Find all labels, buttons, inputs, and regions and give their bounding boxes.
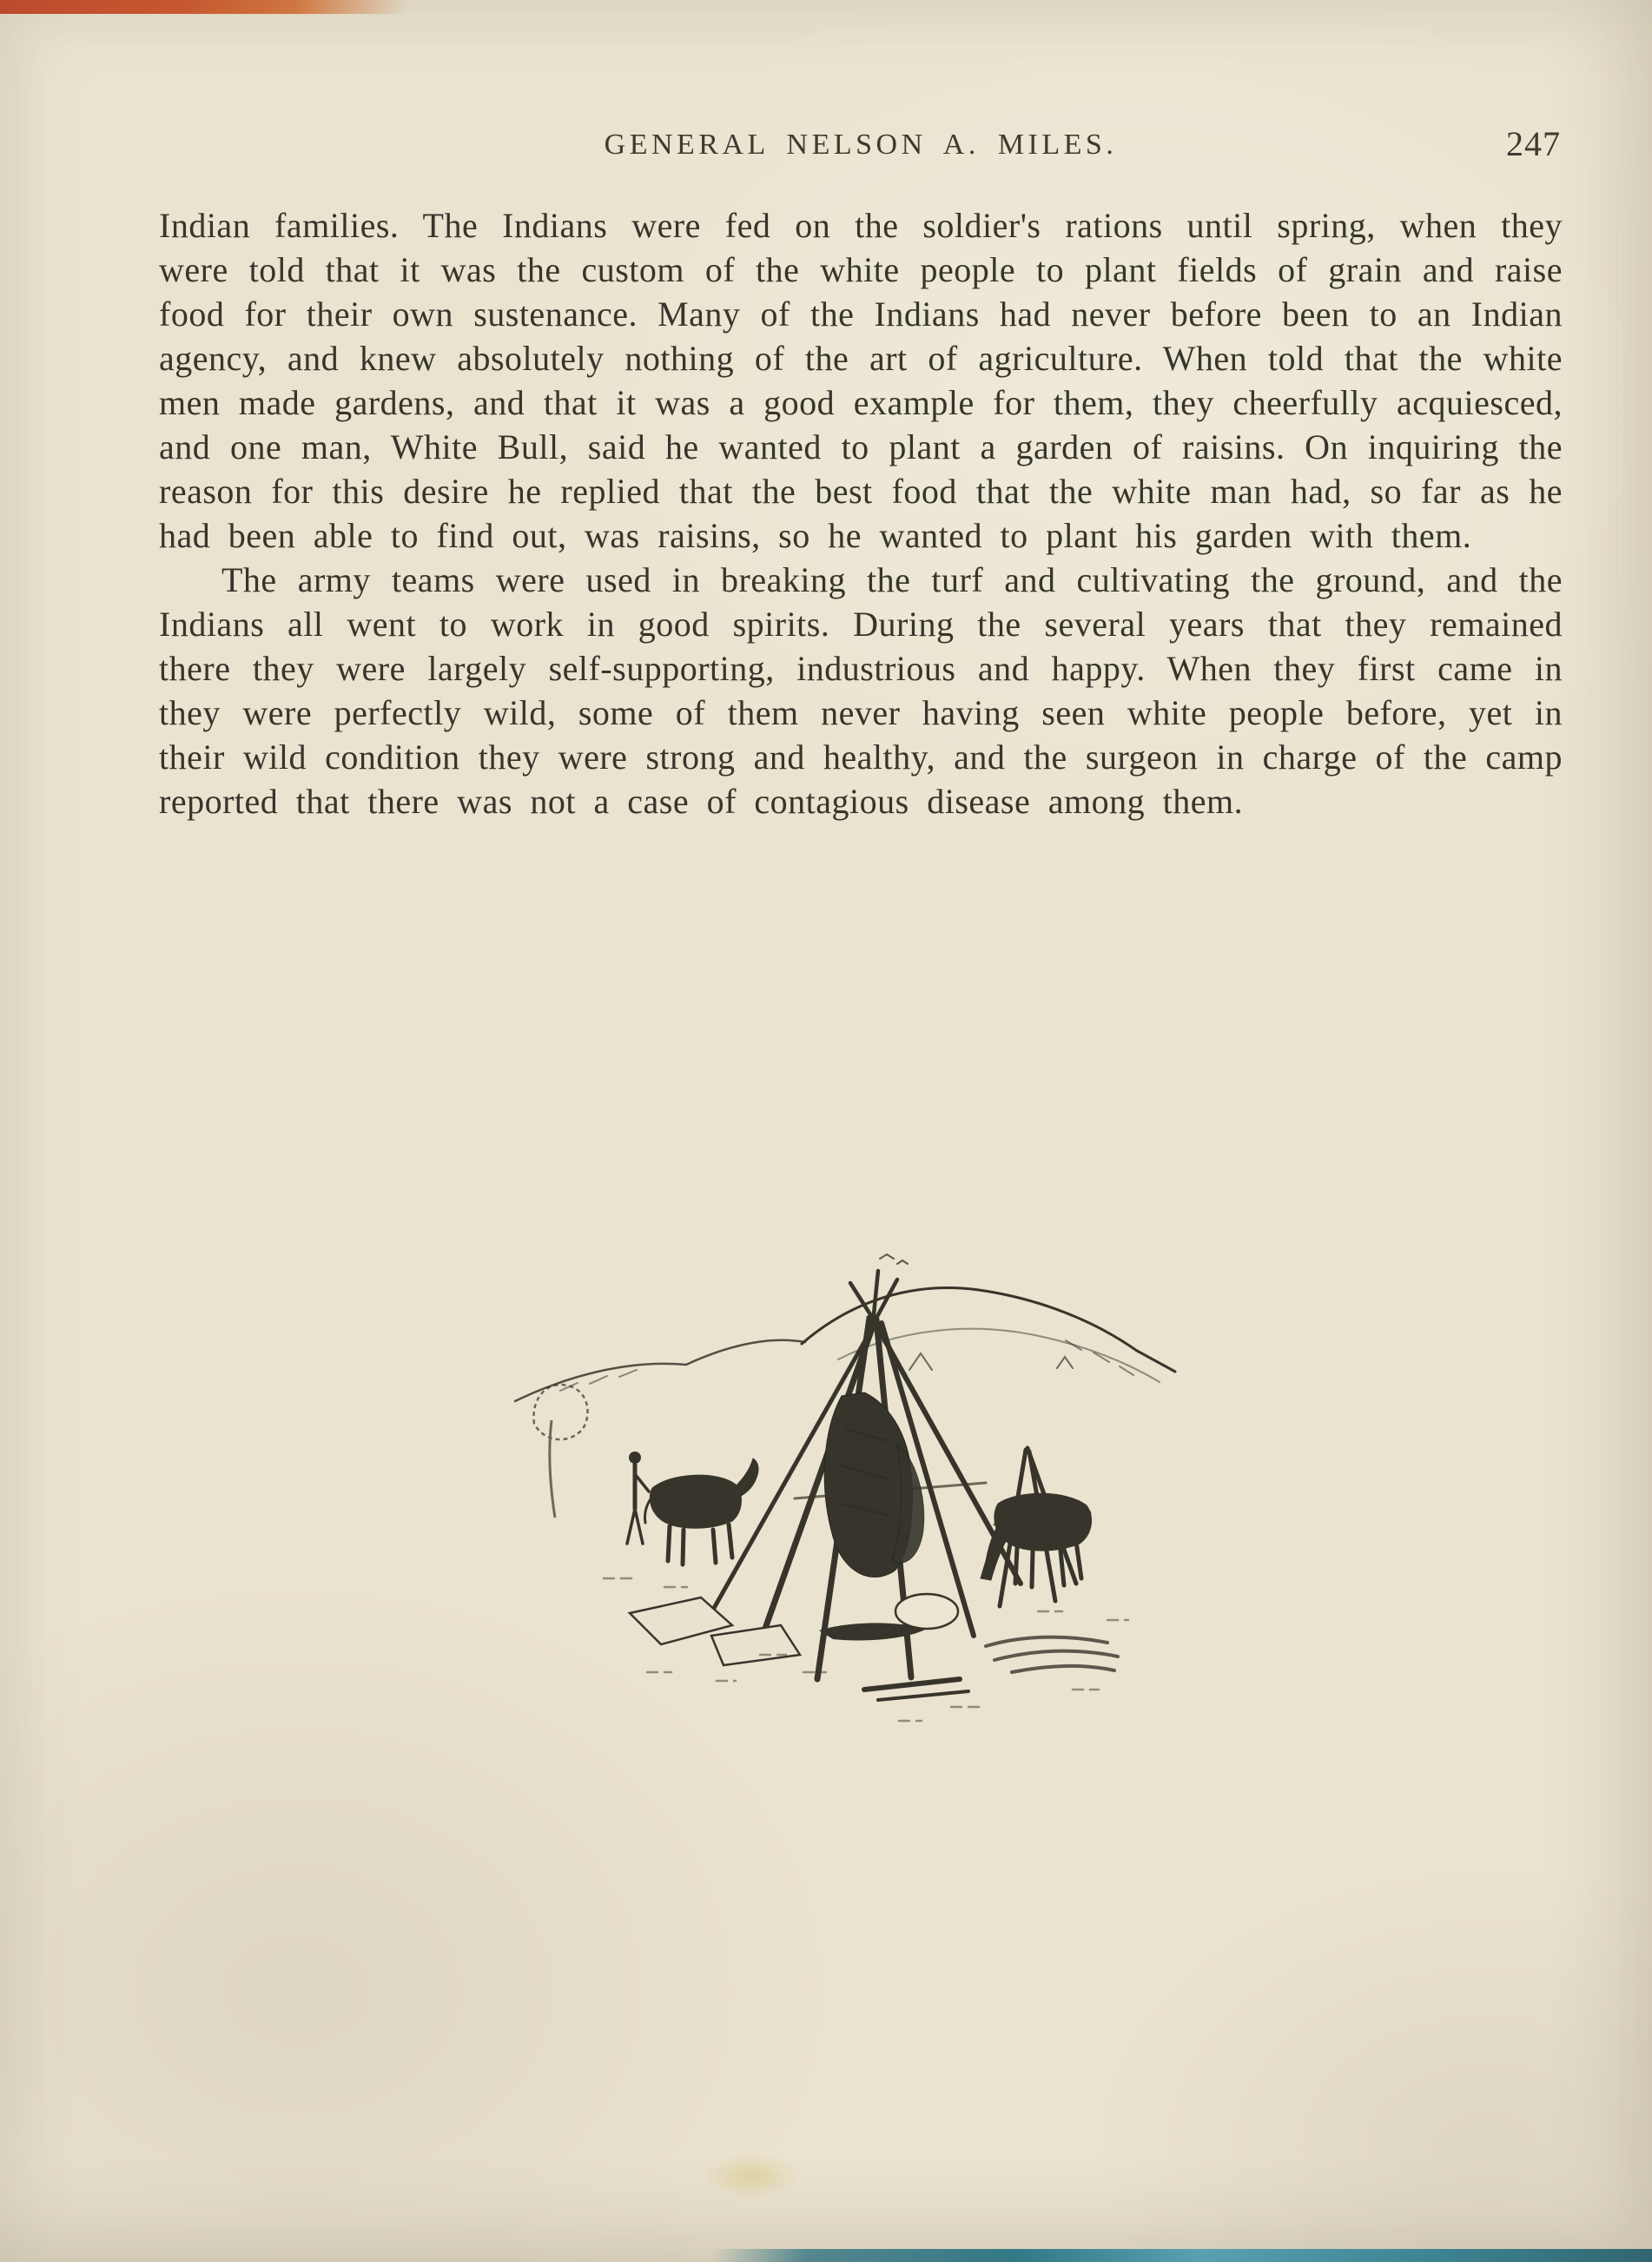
paragraph: The army teams were used in breaking the turf and cultivating the ground, and the Indians all went to work in good spirits. During the several years that they remained there they were largely self-supporting, industrious and happy. When they first came in they were perfectly wild, some of them never having seen white people before, yet in their wild condition they were strong and healthy, and the surgeon in charge of the camp reported that there was not a case of contagious disease among them. — [159, 560, 1563, 821]
scan-stain — [686, 2146, 816, 2206]
right-horse — [981, 1493, 1092, 1587]
scan-edge-bottom — [712, 2249, 1652, 2262]
scan-edge-top — [0, 0, 408, 14]
page-number: 247 — [1506, 124, 1561, 163]
page-header-title: GENERAL NELSON A. MILES. — [604, 129, 1118, 161]
foreground — [604, 1578, 1128, 1721]
text-block — [159, 124, 1563, 823]
paragraph: Indian families. The Indians were fed on the soldier's rations until spring, when they were told that it was the custom of the white people to plant fields of grain and raise food for their own sustenance. Many of the Indians had never before been to an Indian agency, and knew absolutely nothing of the art of agriculture. When told that the white men made gardens, and that it was a good example for them, they cheerfully acquiesced, and one man, White Bull, said he wanted to plant a garden of raisins. On inquiring the reason for this desire he replied that the best food that the white man had, so far as he had been able to find out, was raisins, so he wanted to plant his garden with them. — [159, 206, 1563, 555]
left-horse — [644, 1458, 758, 1564]
left-figure — [627, 1452, 649, 1544]
left-foliage — [533, 1385, 587, 1518]
running-header — [159, 124, 1563, 174]
camp-illustration — [499, 1238, 1203, 1742]
camp-sketch — [499, 1238, 1203, 1742]
